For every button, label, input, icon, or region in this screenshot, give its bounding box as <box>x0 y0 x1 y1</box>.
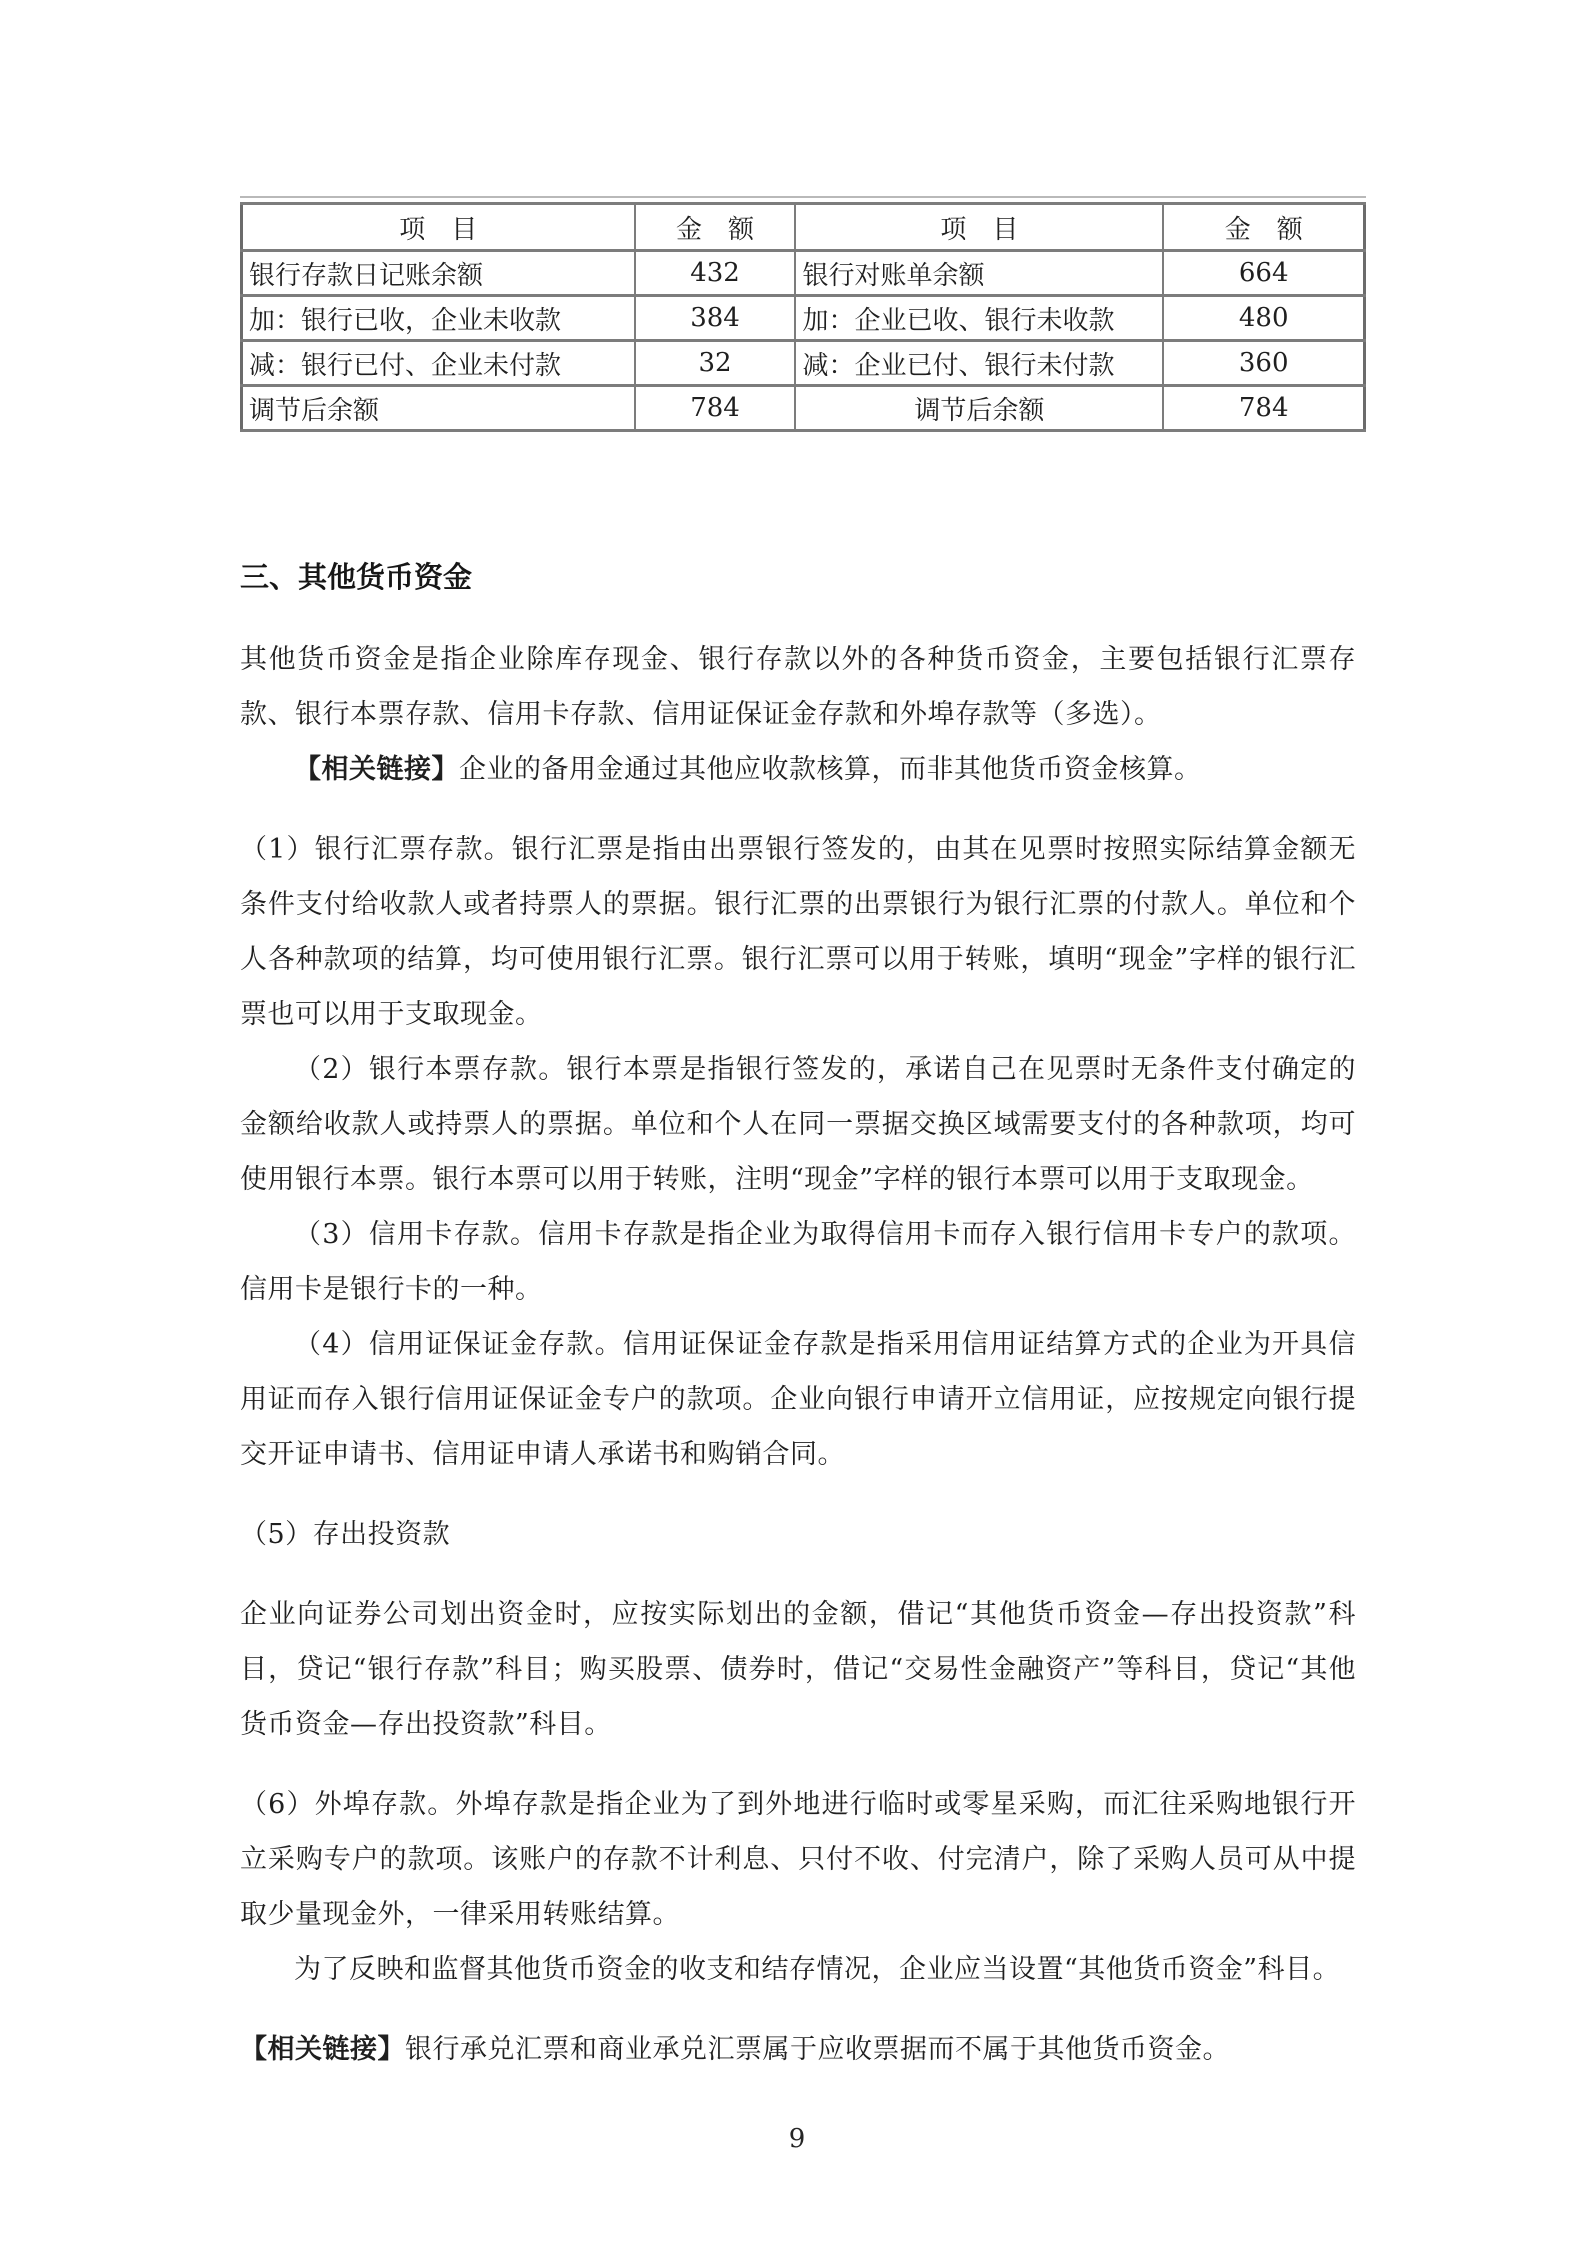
item-cell: 银行对账单余额 <box>795 251 1163 296</box>
header-amount-left: 金 额 <box>635 204 796 251</box>
table-row <box>242 386 1365 431</box>
amount-cell: 784 <box>1163 386 1364 431</box>
related-link-note-2 <box>240 2022 1356 2077</box>
item-5-heading-line: （5）存出投资款 <box>240 1519 451 1550</box>
header-item-left: 项 目 <box>242 204 635 251</box>
item-cell: 加：企业已收、银行未收款 <box>795 296 1163 341</box>
item-cell: 银行存款日记账余额 <box>242 251 635 296</box>
item-3-credit-card-paragraph: （3）信用卡存款。信用卡存款是指企业为取得信用卡而存入银行信用卡专户的款项。信用卡是银行卡的一种。 <box>240 1219 1356 1305</box>
section-heading: 三、其他货币资金 <box>240 560 473 594</box>
table-header-row <box>242 204 1365 251</box>
header-amount-right: 金 额 <box>1163 204 1364 251</box>
related-link-text: 企业的备用金通过其他应收款核算，而非其他货币资金核算。 <box>459 754 1202 785</box>
bank-reconciliation-table <box>240 202 1366 432</box>
item-2-bank-promissory-note-paragraph: （2）银行本票存款。银行本票是指银行签发的，承诺自己在见票时无条件支付确定的金额给收款人或持票人的票据。单位和个人在同一票据交换区域需要支付的各种款项，均可使用银行本票。银行本票可以用于转账，注明“现金”字样的银行本票可以用于支取现金。 <box>240 1054 1356 1195</box>
item-1-bank-draft-paragraph: （1）银行汇票存款。银行汇票是指由出票银行签发的，由其在见票时按照实际结算金额无条件支付给收款人或者持票人的票据。银行汇票的出票银行为银行汇票的付款人。单位和个人各种款项的结算，均可使用银行汇票。银行汇票可以用于转账，填明“现金”字样的银行汇票也可以用于支取现金。 <box>240 834 1356 1030</box>
item-cell: 加：银行已收，企业未收款 <box>242 296 635 341</box>
related-link-label: 【相关链接】 <box>294 754 459 785</box>
table-row <box>242 251 1365 296</box>
item-6-outport-deposit-paragraph: （6）外埠存款。外埠存款是指企业为了到外地进行临时或零星采购，而汇往采购地银行开立采购专户的款项。该账户的存款不计利息、只付不收、付完清户，除了采购人员可从中提取少量现金外，一律采用转账结算。 <box>240 1789 1356 1930</box>
related-link-note-1 <box>240 742 1356 797</box>
intro-paragraph: 其他货币资金是指企业除库存现金、银行存款以外的各种货币资金，主要包括银行汇票存款、银行本票存款、信用卡存款、信用证保证金存款和外埠存款等（多选）。 <box>240 644 1356 730</box>
table-row <box>242 296 1365 341</box>
amount-cell: 784 <box>635 386 796 431</box>
amount-cell: 384 <box>635 296 796 341</box>
item-cell: 减：企业已付、银行未付款 <box>795 341 1163 386</box>
item-cell: 调节后余额 <box>795 386 1163 431</box>
amount-cell: 432 <box>635 251 796 296</box>
page-number: 9 <box>788 2124 806 2154</box>
amount-cell: 664 <box>1163 251 1364 296</box>
amount-cell: 480 <box>1163 296 1364 341</box>
amount-cell: 32 <box>635 341 796 386</box>
bank-reconciliation-table-wrap <box>240 196 1366 432</box>
header-item-right: 项 目 <box>795 204 1163 251</box>
item-cell: 调节后余额 <box>242 386 635 431</box>
related-link-label: 【相关链接】 <box>240 2034 405 2065</box>
related-link-text: 银行承兑汇票和商业承兑汇票属于应收票据而不属于其他货币资金。 <box>405 2034 1230 2065</box>
section-other-monetary-funds <box>240 550 1356 2077</box>
table-row <box>242 341 1365 386</box>
item-5-detail-paragraph: 企业向证券公司划出资金时，应按实际划出的金额，借记“其他货币资金—存出投资款”科目，贷记“银行存款”科目；购买股票、债券时，借记“交易性金融资产”等科目，贷记“其他货币资金—存出投资款”科目。 <box>240 1599 1356 1740</box>
item-cell: 减：银行已付、企业未付款 <box>242 341 635 386</box>
item-4-letter-of-credit-paragraph: （4）信用证保证金存款。信用证保证金存款是指采用信用证结算方式的企业为开具信用证而存入银行信用证保证金专户的款项。企业向银行申请开立信用证，应按规定向银行提交开证申请书、信用证申请人承诺书和购销合同。 <box>240 1329 1356 1470</box>
summary-paragraph: 为了反映和监督其他货币资金的收支和结存情况，企业应当设置“其他货币资金”科目。 <box>294 1954 1341 1985</box>
amount-cell: 360 <box>1163 341 1364 386</box>
